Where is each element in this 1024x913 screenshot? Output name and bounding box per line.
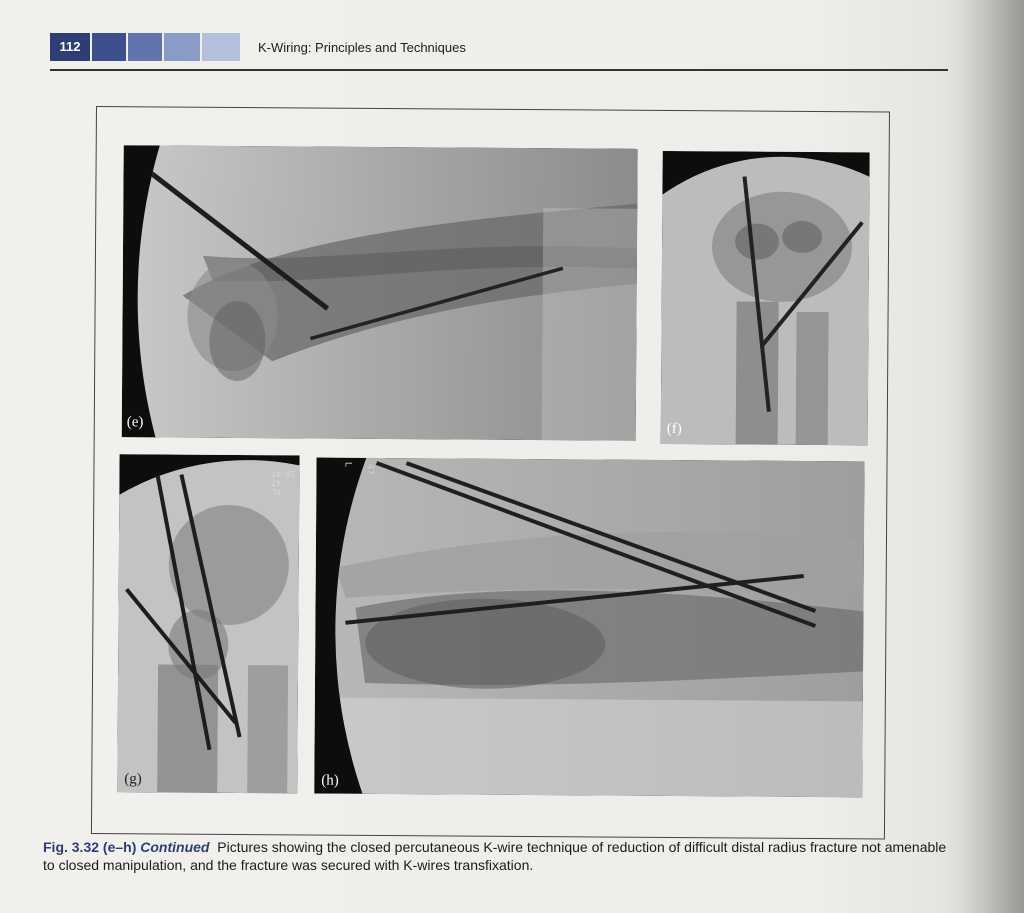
xray-image-h xyxy=(314,458,864,798)
figure-number: Fig. 3.32 (e–h) xyxy=(43,839,137,855)
figure-caption xyxy=(43,838,953,874)
xray-image-e xyxy=(122,145,638,441)
panel-label-e: (e) xyxy=(126,414,144,431)
running-title: K-Wiring: Principles and Techniques xyxy=(258,40,466,55)
xray-overlay-text: AL 47 16:47 xyxy=(271,469,296,497)
panel-label-h: (h) xyxy=(321,772,339,789)
xray-image-g xyxy=(117,454,299,793)
header-color-block xyxy=(92,33,126,61)
xray-overlay-text: L xyxy=(342,461,353,468)
xray-overlay-text: 47 xyxy=(364,463,375,475)
xray-panel-g xyxy=(117,454,299,793)
caption-continued: Continued xyxy=(140,839,210,855)
header-color-block xyxy=(202,33,240,61)
xray-image-f xyxy=(661,151,870,445)
xray-panel-f xyxy=(661,151,870,445)
caption-text: Pictures showing the closed percutaneous K-wire technique of reduction of difficult distal radius fracture not amenable to closed manipulation, and the fracture was secured with K-wires transfixation. xyxy=(43,839,947,873)
panel-label-f: (f) xyxy=(666,420,682,438)
panel-label-g: (g) xyxy=(124,771,142,788)
header-rule xyxy=(50,69,948,71)
page-edge-shadow xyxy=(962,0,1024,913)
xray-panel-h xyxy=(314,458,864,798)
xray-panel-e xyxy=(122,145,638,441)
page-number: 112 xyxy=(50,33,90,61)
header-color-block xyxy=(164,33,200,61)
header-color-block xyxy=(128,33,162,61)
figure-frame xyxy=(91,106,890,840)
